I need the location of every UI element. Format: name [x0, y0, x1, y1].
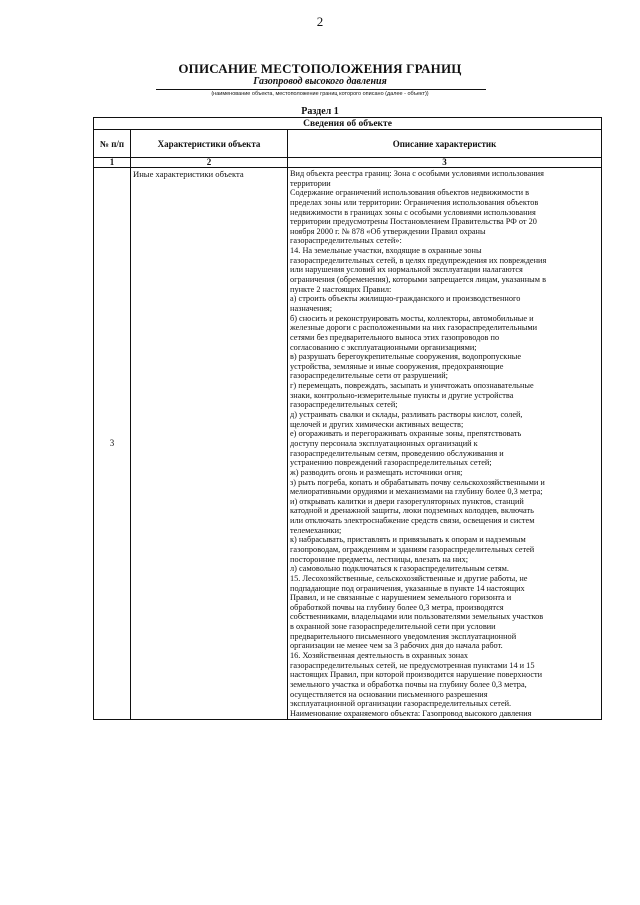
description-line: 14. На земельные участки, входящие в охранные зоны — [290, 246, 482, 256]
description-line: в) разрушать берегоукрепительные сооружения, водопропускные — [290, 352, 522, 362]
description-line: пункте 2 настоящих Правил: — [290, 284, 392, 294]
description-line: собственниками, владельцами или пользователями земельных участков — [290, 612, 544, 622]
description-line: земельного участка и обработка почвы на глубину более 0,3 метра, — [290, 679, 527, 689]
description-line: устранению повреждений газораспределительных сетей; — [290, 458, 492, 468]
header-description: Описание характеристик — [288, 130, 602, 158]
description-line: газораспределительных сетей; — [290, 400, 398, 410]
table-header-row — [94, 130, 602, 158]
description-line: настоящих Правил, при которой производится нарушение поверхности — [290, 670, 543, 680]
description-line: е) огораживать и перегораживать охранные зоны, препятствовать — [290, 429, 522, 439]
header-characteristic: Характеристики объекта — [131, 130, 288, 158]
underline-rule — [156, 89, 486, 90]
description-line: доступу персонала эксплуатационных организаций к — [290, 438, 478, 448]
description-line: телемеханики; — [290, 525, 342, 535]
page-number: 2 — [316, 14, 324, 29]
header-number: № п/п — [94, 130, 131, 158]
description-line: катодной и дренажной защиты, люки подземных колодцев, включать — [290, 506, 534, 516]
description-line: территории — [290, 178, 331, 188]
column-number: 1 — [94, 158, 131, 168]
table-band-title: Сведения об объекте — [94, 118, 602, 130]
description-line: железные дороги с расположенными на них газораспределительными — [290, 323, 538, 333]
description-line: осуществляется на основании письменного разрешения — [290, 689, 488, 699]
description-line: обработкой почвы на глубину более 0,3 метра, производятся — [290, 602, 504, 612]
description-line: организации не менее чем за 3 рабочих дня до начала работ. — [290, 641, 503, 651]
description-line: или нарушения условий их нормальной эксплуатации налагаются — [290, 265, 523, 275]
object-name-note: (наименование объекта, местоположение границ которого описано (далее - объект)) — [211, 91, 429, 97]
description-line: 15. Лесохозяйственные, сельскохозяйственные и другие работы, не — [290, 573, 528, 583]
description-line: газораспределительных сетей»: — [290, 236, 402, 246]
description-line: назначения; — [290, 303, 333, 313]
description-line: посторонние предметы, лестницы, влезать на них; — [290, 554, 469, 564]
description-line: д) устраивать свалки и склады, разливать растворы кислот, солей, — [290, 410, 523, 420]
object-info-table — [93, 117, 602, 720]
column-number: 3 — [288, 158, 602, 168]
section-heading: Раздел 1 — [301, 106, 339, 117]
description-line: ж) разводить огонь и размещать источники огня; — [290, 467, 463, 477]
description-line: Вид объекта реестра границ: Зона с особыми условиями использования — [290, 169, 544, 178]
description-line: эксплуатационной организации газораспределительных сетей. — [290, 699, 512, 709]
description-line: Наименование охраняемого объекта: Газопровод высокого давления — [290, 708, 532, 718]
description-line: в охранной зоне газораспределительной сети при условии — [290, 622, 496, 632]
table-band-row — [94, 118, 602, 130]
description-line: сетями без предварительного выноса этих газопроводов по — [290, 332, 500, 342]
description-line: б) сносить и реконструировать мосты, коллекторы, автомобильные и — [290, 313, 534, 323]
description-line: л) самовольно подключаться к газораспределительным сетям. — [290, 564, 510, 574]
description-line: подпадающие под ограничения, указанные в пункте 14 настоящих — [290, 583, 525, 593]
description-line: г) перемещать, повреждать, засыпать и уничтожать опознавательные — [290, 381, 534, 391]
description-line: 16. Хозяйственная деятельность в охранных зонах — [290, 651, 469, 661]
table-row — [94, 168, 602, 720]
object-name: Газопровод высокого давления — [253, 76, 387, 87]
description-line: устройства, земляные и иные сооружения, предохраняющие — [290, 361, 504, 371]
description-line: газораспределительных сетей, не предусмотренная пунктами 14 и 15 — [290, 660, 535, 670]
description-line: щелочей и других химически активных веществ; — [290, 419, 464, 429]
description-line: газораспределительным сетям, проведению обслуживания и — [290, 448, 504, 458]
description-line: газораспределительных сетей, в целях предупреждения их повреждения — [290, 255, 547, 265]
description-line: газораспределительные сети от разрушений; — [290, 371, 448, 381]
row-number: 3 — [94, 168, 131, 720]
description-line: недвижимости в границах зоны с особыми условиями использования — [290, 207, 536, 217]
description-line: согласованию с эксплуатационными организациями; — [290, 342, 477, 352]
description-line: территории предусмотрены Постановлением Правительства РФ от 20 — [290, 217, 537, 227]
description-line: мелиоративными орудиями и механизмами на глубину более 0,3 метра; — [290, 487, 543, 497]
description-line: Правил, и не связанные с нарушением земельного горизонта и — [290, 593, 512, 603]
description-line: и) открывать калитки и двери газорегуляторных пунктов, станций — [290, 496, 524, 506]
row-characteristic: Иные характеристики объекта — [131, 168, 288, 720]
description-line: или отключать электроснабжение средств связи, освещения и систем — [290, 516, 535, 526]
column-number-row — [94, 158, 602, 168]
description-line: предварительного письменного уведомления эксплуатационной — [290, 631, 517, 641]
description-line: а) строить объекты жилищно-гражданского и производственного — [290, 294, 521, 304]
description-line: знаки, контрольно-измерительные пункты и другие устройства — [290, 390, 514, 400]
description-line: ноября 2000 г. № 878 «Об утверждении Правил охраны — [290, 226, 486, 236]
description-line: ограничения (обременения), которыми запрещается лицам, указанным в — [290, 275, 546, 285]
document-title: ОПИСАНИЕ МЕСТОПОЛОЖЕНИЯ ГРАНИЦ — [178, 61, 462, 76]
description-line: газопроводам, ограждениям и зданиям газораспределительных сетей — [290, 544, 535, 554]
description-line: Содержание ограничений использования объектов недвижимости в — [290, 188, 530, 198]
description-line: пределах зоны или территории: Ограничения использования объектов — [290, 197, 539, 207]
row-description — [288, 168, 602, 720]
description-line: к) набрасывать, приставлять и привязывать к опорам и надземным — [290, 535, 526, 545]
column-number: 2 — [131, 158, 288, 168]
description-line: з) рыть погреба, копать и обрабатывать почву сельскохозяйственными и — [290, 477, 545, 487]
